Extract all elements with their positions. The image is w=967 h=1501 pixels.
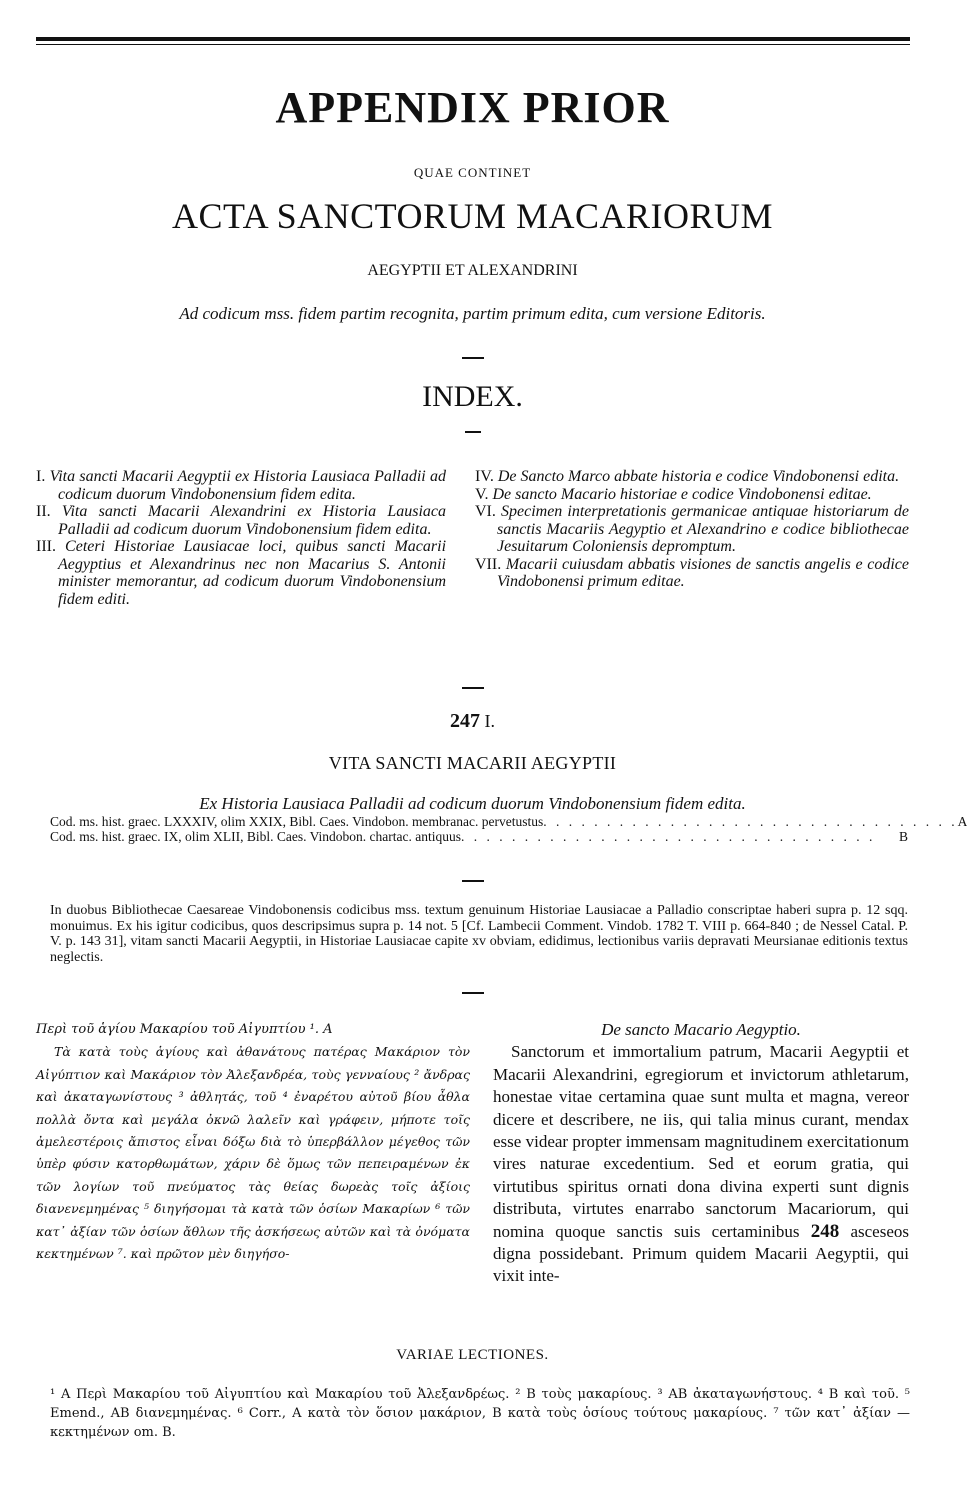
page-number: 247 (450, 710, 480, 732)
divider (462, 992, 484, 994)
divider (462, 357, 484, 359)
divider (462, 880, 484, 882)
codex-row: Cod. ms. hist. graec. LXXXIV, olim XXIX, Bibl. Caes. Vindobon. membranac. pervetustus . . . . . . . . . . . . . . . . . . . . . . . . . . . . . . . . . A (50, 814, 967, 829)
index-item: II. Vita sancti Macarii Alexandrini ex Historia Lausiaca Palladii ad codicum duorum Vindobonensium fidem edita. (36, 503, 446, 538)
top-rule-thin (36, 44, 910, 45)
intro-paragraph: In duobus Bibliothecae Caesareae Vindobonensis codicibus mss. textum genuinum Historiae Lausiacae a Palladio conscriptae haberi supra p. 12 sqq. monuimus. Ex his igitur codicibus, quos descripsimus supra p. 14 not. 5 [Cf. Lambecii Comment. Vindob. 1782 T. VIII p. 664-840 ; de Nessel Catal. P. V. p. 143 31], vitam sancti Macarii Aegyptii, in Historiae Lausiacae capite xv obviam, edidimus, lectionibus variis depravati Meursianae editionis textus neglectis. (50, 903, 908, 965)
index-item: III. Ceteri Historiae Lausiacae loci, quibus sancti Macarii Aegyptius et Alexandrinus nec non Macarius S. Antonii minister memorantur, ad codicum duorum Vindobonensium fidem editi. (36, 538, 447, 608)
greek-text: Τὰ κατὰ τοὺς ἁγίους καὶ ἀθανάτους πατέρας Μακάριον τὸν Αἰγύπτιον καὶ Μακάριον τὸν Ἀλεξανδρέα, τοὺς γενναίους ² ἄνδρας καὶ ἀκαταγωνίστους ³ ἀθλητάς, τοῦ ⁴ ἐναρέτου αὐτοῦ βίου ἆθλα πολλὰ ὄντα καὶ μεγάλα ὀκνῶ λαλεῖν καὶ γράφειν, μήποτε τοῖς ἀμελεστέροις ἄπιστος εἶναι δόξω διὰ τὸ ὑπερβάλλον μέγεθος τῶν ὑπὲρ φύσιν κατορθωμάτων, χάριν δὲ ὅμως τῶν πεπειραμένων ἐκ τῶν λογίων τοῦ πνεύματος τὰς θείας δωρεὰς τοῖς ἀξίοις διανενεμημένας ⁵ διηγήσομαι τὰ κατὰ τῶν ὁσίων Μακαρίων ⁶ τῶν κατ᾽ ἀξίαν τῶν ὁσίων ἄθλων τῆς ἀσκήσεως αὐτῶν καὶ τὰ ὀνόματα κεκτημένων ⁷. καὶ πρῶτον μὲν διηγήσο- (36, 1044, 470, 1262)
page-number: 248 (810, 1220, 840, 1242)
index-heading: INDEX. (422, 380, 523, 413)
greek-heading: Περὶ τοῦ ἁγίου Μακαρίου τοῦ Αἰγυπτίου ¹. A (36, 1022, 333, 1037)
index-item: IV. De Sancto Marco abbate historia e codice Vindobonensi edita. (475, 468, 900, 485)
variae-heading: VARIAE LECTIONES. (396, 1347, 549, 1363)
index-item: VI. Specimen interpretationis germanicae antiquae historiarum de sanctis Macariis Aegyptio et Alexandrino e codice bibliothecae Jesuitarum Coloniensis depromptum. (475, 503, 909, 555)
index-item: V. De sancto Macario historiae e codice Vindobonensi editae. (475, 485, 872, 503)
latin-column (493, 1019, 909, 1288)
acta-title: ACTA SANCTORUM MACARIORUM (171, 196, 774, 236)
divider (462, 687, 484, 689)
edition-note: Ad codicum mss. fidem partim recognita, partim primum edita, cum versione Editoris. (179, 304, 766, 323)
quae-continet: QUAE CONTINET (413, 165, 532, 180)
page-title: APPENDIX PRIOR (275, 83, 670, 132)
section-roman: I. (484, 711, 495, 731)
latin-heading: De sancto Macario Aegyptio. (601, 1020, 801, 1039)
section-number (0, 710, 945, 733)
divider (465, 431, 481, 433)
index-item: I. Vita sancti Macarii Aegyptii ex Historia Lausiaca Palladii ad codicum duorum Vindobonensium fidem edita. (36, 468, 446, 503)
top-rule-thick (36, 37, 910, 41)
codices-list (50, 814, 967, 844)
index-right-column (475, 468, 909, 591)
index-item: VII. Macarii cuiusdam abbatis visiones de sanctis angelis e codice Vindobonensi primum editae. (475, 555, 909, 590)
variant-notes: ¹ A Περὶ Μακαρίου τοῦ Αἰγυπτίου καὶ Μακαρίου τοῦ Ἀλεξανδρέως. ² B τοὺς μακαρίους. ³ AB ἀκαταγωνήστους. ⁴ B καὶ τοῦ. ⁵ Emend., AB διανεμημένας. ⁶ Corr., A κατὰ τὸν ὅσιον μακάριον, B κατὰ τοὺς ὁσίους τούτους μακαρίους. ⁷ τῶν κατ᾽ ἀξίαν — κεκτημένων om. B. (50, 1387, 910, 1440)
latin-text: Sanctorum et immortalium patrum, Macarii Aegyptii et Macarii Alexandrini, egregiorum et invictorum athletarum, honestae vitae certamina quae sunt multa et magna, vereor dicere et describere, ne iis, qui talia minus curant, mendax esse videar propter immensam magnitudinem exercitationum vires naturae excedentium. Sed et eorum gratia, qui virtutibus spiritus ornati dona divina experti sunt dignis distributa, virtutes enarrabo sanctorum Macariorum, qui nomina quoque sanctis suis certaminibus 248 asceseos digna possidebant. Primum quidem Macarii Aegyptii, qui vixit inte- (493, 1042, 909, 1286)
index-left-column (36, 468, 446, 608)
section-title: VITA SANCTI MACARII AEGYPTII (328, 753, 617, 773)
codex-row: Cod. ms. hist. graec. IX, olim XLII, Bibl. Caes. Vindobon. chartac. antiquus . . . . . . . . . . . . . . . . . . . . . . . . . . . . . . . . . B (50, 829, 908, 844)
section-source: Ex Historia Lausiaca Palladii ad codicum duorum Vindobonensium fidem edita. (199, 794, 746, 813)
aegyptii-subtitle: AEGYPTII ET ALEXANDRINI (367, 262, 578, 279)
greek-column (36, 1019, 470, 1265)
